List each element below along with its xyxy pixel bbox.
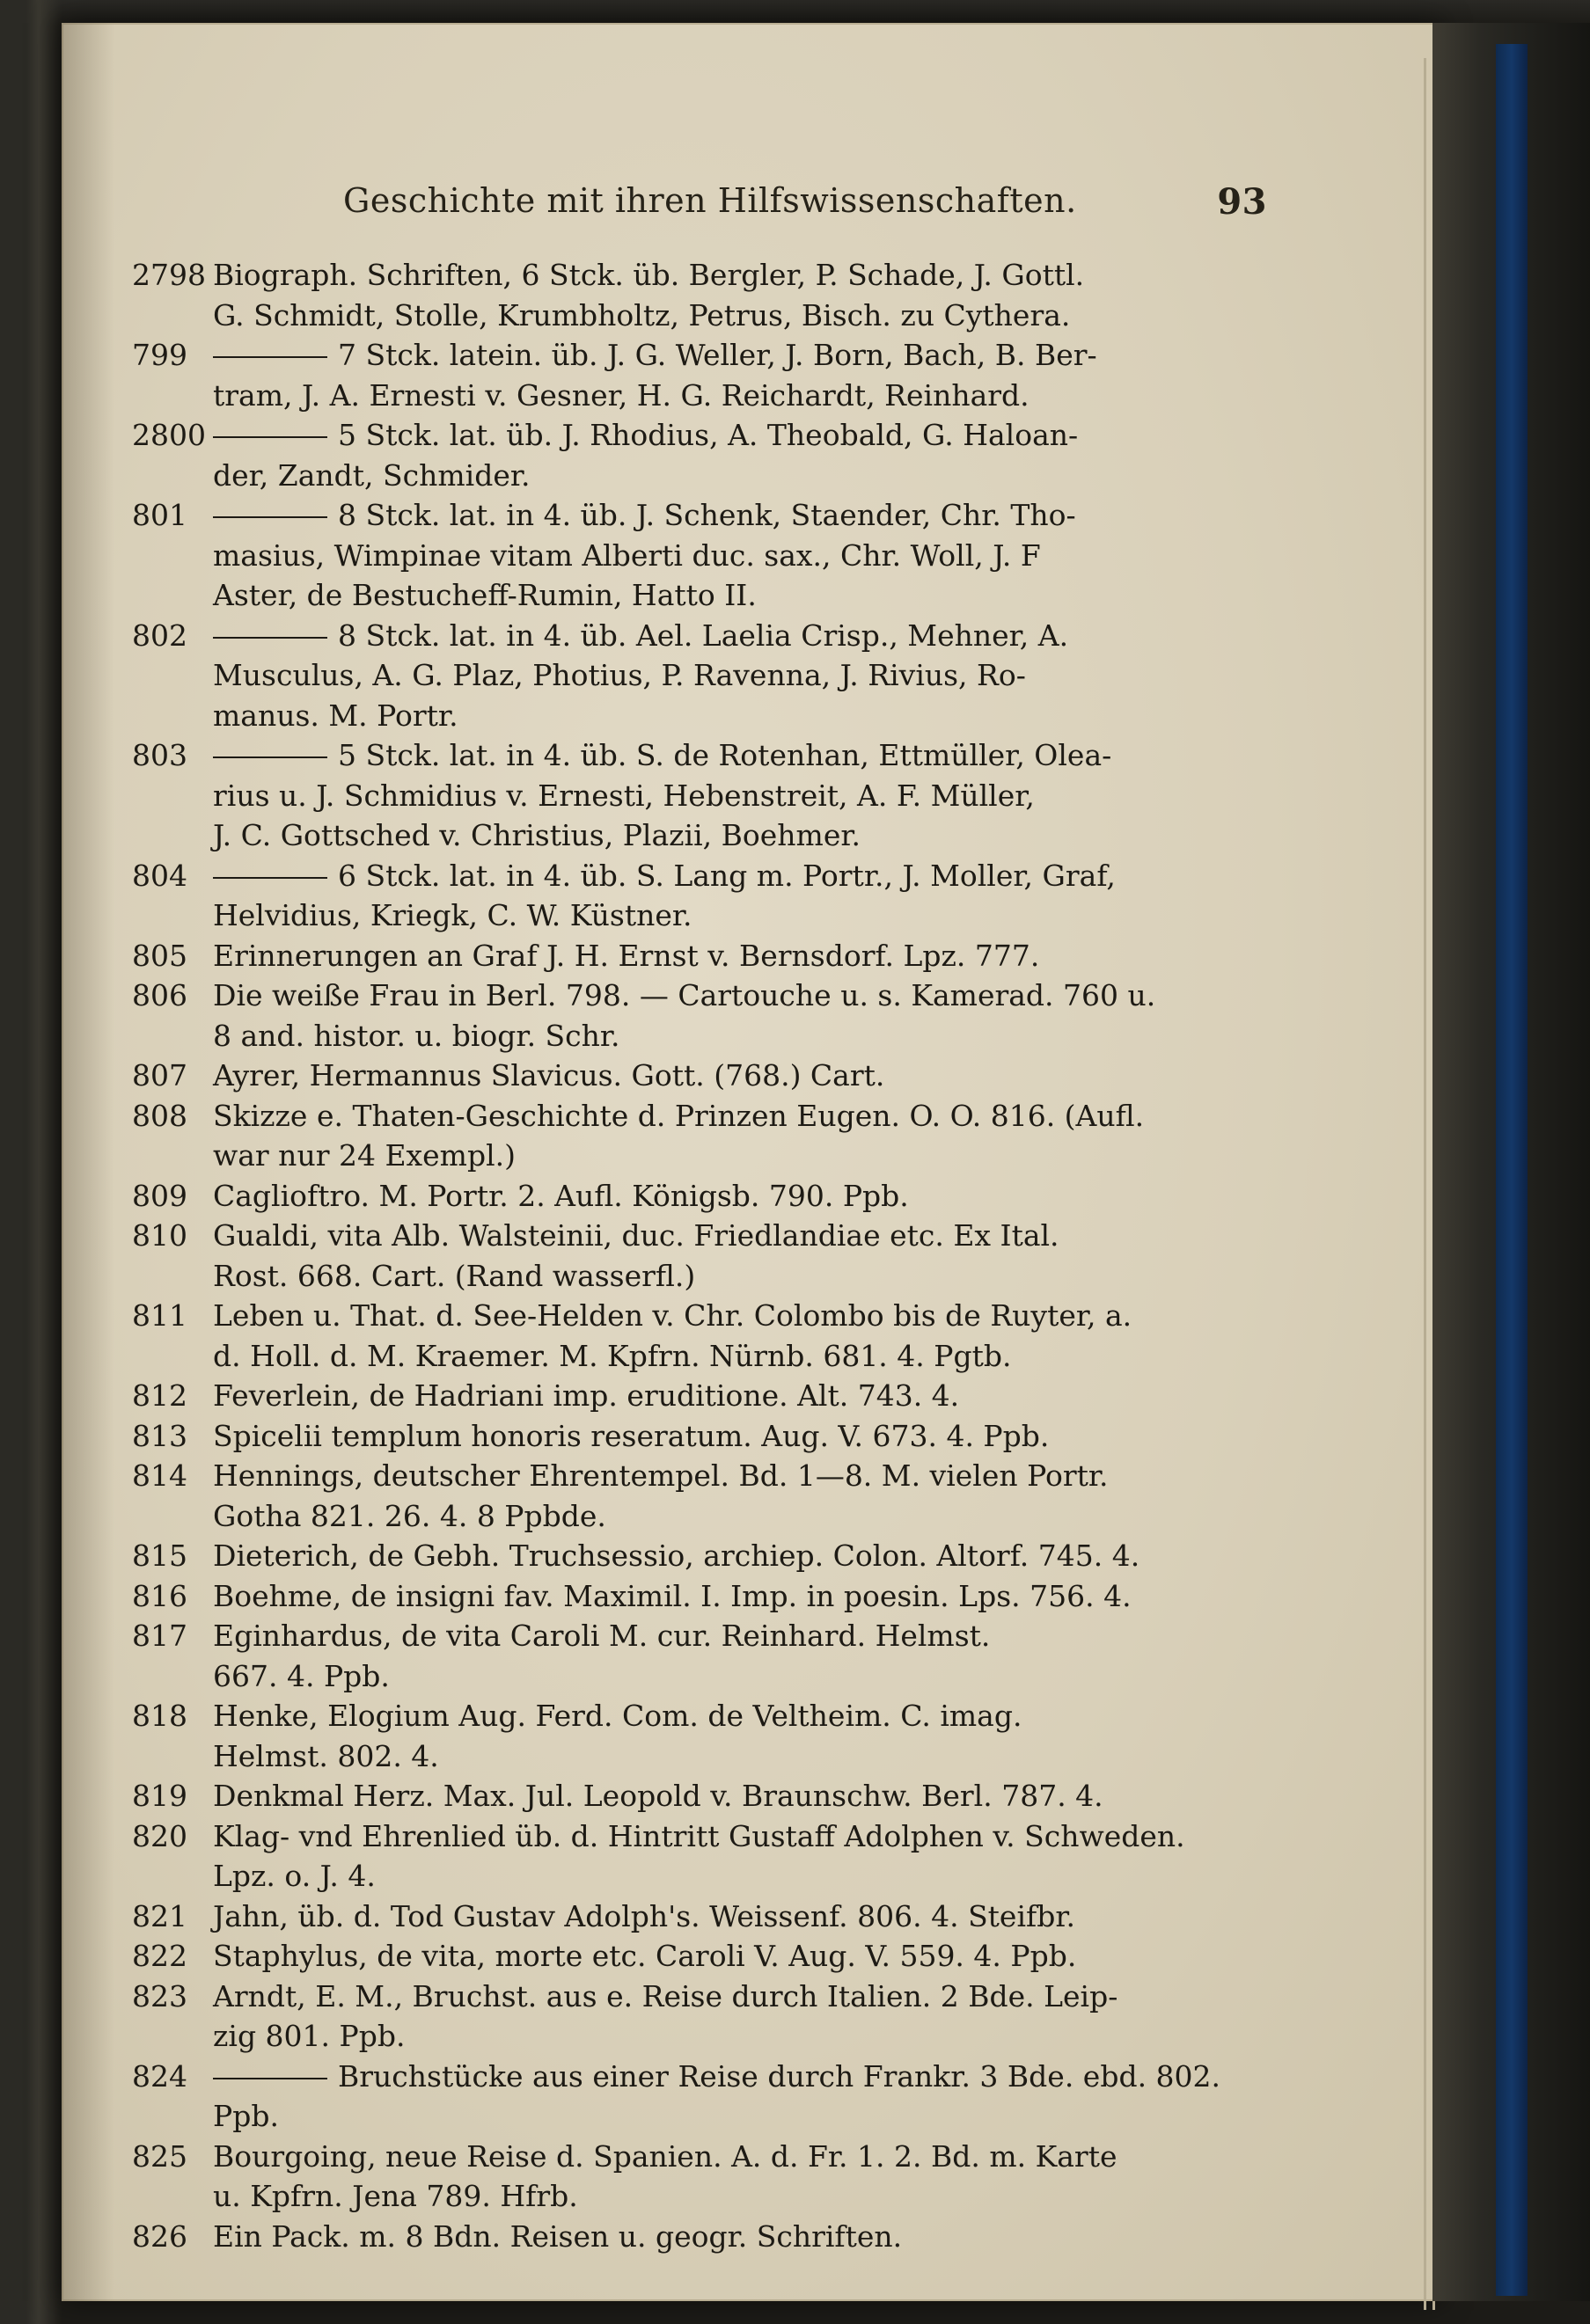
entry-line [213,1696,1285,1736]
entry-line [213,696,1285,736]
entry-number: 807 [132,1058,187,1093]
entry-text: 8 Stck. lat. in 4. üb. Ael. Laelia Crisp., Mehner, A. [338,618,1069,653]
entry-line [213,1496,1285,1537]
ditto-dash [213,756,327,758]
entry-number: 801 [132,498,187,532]
entry-number: 825 [132,2138,187,2174]
entry-text: Ein Pack. m. 8 Bdn. Reisen u. geogr. Schriften. [213,2218,903,2254]
entry-line [213,2217,1285,2257]
entry-line [213,655,1285,696]
catalog-entry [132,1896,1285,1937]
catalog-entry [132,1056,1285,1096]
entry-text: Caglioftro. M. Portr. 2. Aufl. Königsb. 790. Ppb. [213,1178,909,1213]
running-header [141,181,1267,234]
entry-number: 819 [132,1779,187,1813]
entry-number: 821 [132,1898,187,1933]
entry-line [213,2137,1285,2177]
entry-text: Eginhardus, de vita Caroli M. cur. Reinhard. Helmst. [213,1619,991,1653]
catalog-entry [132,2057,1285,2137]
entry-line [213,1216,1285,1256]
entry-number: 815 [132,1538,187,1573]
entry-text: Boehme, de insigni fav. Maximil. I. Imp. in poesin. Lps. 756. 4. [213,1578,1132,1613]
catalog-entry [132,976,1285,1056]
entry-text: Dieterich, de Gebh. Truchsessio, archiep. Colon. Altorf. 745. 4. [213,1538,1140,1573]
entry-line [213,1256,1285,1297]
entry-line [213,976,1285,1016]
entry-line [213,575,1285,616]
entry-line [213,776,1285,816]
entry-number: 822 [132,1939,187,1973]
catalog-entry [132,2217,1285,2257]
entry-text: Bruchstücke aus einer Reise durch Frankr. 3 Bde. ebd. 802. Ppb. [213,2058,1221,2133]
entry-text: 8 Stck. lat. in 4. üb. J. Schenk, Staender, Chr. Tho- [338,498,1076,532]
entry-text: Skizze e. Thaten-Geschichte d. Prinzen Eugen. O. O. 816. (Aufl. [213,1098,1145,1133]
entry-number: 808 [132,1098,187,1133]
entry-number: 799 [132,338,187,372]
entry-line [213,2176,1285,2217]
entry-line [213,1136,1285,1176]
entry-number: 802 [132,618,187,653]
entry-line [213,2057,1285,2137]
catalog-entry [132,1376,1285,1416]
catalog-entry [132,1616,1285,1696]
catalog-entry [132,616,1285,736]
entry-line [213,1536,1285,1576]
catalog-entry [132,1977,1285,2057]
entry-line [213,895,1285,936]
entry-line [213,296,1285,336]
catalog-entry [132,1696,1285,1776]
entry-text: Feverlein, de Hadriani imp. eruditione. Alt. 743. 4. [213,1378,960,1413]
entry-number: 811 [132,1298,187,1333]
entry-number: 805 [132,938,187,973]
catalog-entry [132,495,1285,616]
catalog-entry [132,2137,1285,2217]
entry-number: 806 [132,978,187,1012]
catalog-entry [132,1536,1285,1576]
entry-text: Die weiße Frau in Berl. 798. — Cartouche u. s. Kamerad. 760 u. [213,978,1156,1012]
catalog-entry [132,856,1285,936]
entry-line [213,936,1285,976]
entry-text: 6 Stck. lat. in 4. üb. S. Lang m. Portr., J. Moller, Graf, [338,858,1116,893]
catalog-entry [132,1296,1285,1376]
entry-number: 809 [132,1178,187,1213]
entry-line [213,1336,1285,1377]
entry-line [213,376,1285,416]
entry-text: d. Holl. d. M. Kraemer. M. Kpfrn. Nürnb. 681. 4. Pgtb. [213,1338,1012,1373]
entry-text: Ayrer, Hermannus Slavicus. Gott. (768.) Cart. [213,1058,885,1093]
entry-number: 823 [132,1978,187,2013]
entry-line [213,1176,1285,1217]
entry-text: Rost. 668. Cart. (Rand wasserfl.) [213,1258,696,1293]
page-edge-line [1424,58,1426,2310]
ditto-dash [213,2078,327,2079]
catalog-entry [132,1576,1285,1617]
entry-number: 817 [132,1619,187,1653]
entry-line [213,495,1285,536]
entry-line [213,1416,1285,1457]
entry-number: 803 [132,738,187,772]
entry-line [213,616,1285,656]
entry-text: der, Zandt, Schmider. [213,457,531,493]
entry-text: Helmst. 802. 4. [213,1738,439,1773]
entry-text: Henke, Elogium Aug. Ferd. Com. de Veltheim. C. imag. [213,1699,1022,1733]
entry-line [213,1816,1285,1857]
entry-number: 813 [132,1418,187,1453]
entry-number: 818 [132,1699,187,1733]
ditto-dash [213,637,327,639]
catalog-entry [132,1216,1285,1296]
entry-line [213,415,1285,456]
ditto-dash [213,516,327,518]
entry-line [213,735,1285,776]
entry-line [213,1576,1285,1617]
entry-line [213,536,1285,576]
entry-text: Arndt, E. M., Bruchst. aus e. Reise durch Italien. 2 Bde. Leip- [213,1978,1118,2013]
entry-text: Denkmal Herz. Max. Jul. Leopold v. Braunschw. Berl. 787. 4. [213,1779,1103,1813]
entry-line [213,1656,1285,1697]
entry-text: Biograph. Schriften, 6 Stck. üb. Bergler, P. Schade, J. Gottl. [213,258,1085,292]
catalog-entry [132,1416,1285,1457]
entry-text: Staphylus, de vita, morte etc. Caroli V. Aug. V. 559. 4. Ppb. [213,1939,1077,1973]
entry-text: G. Schmidt, Stolle, Krumbholtz, Petrus, Bisch. zu Cythera. [213,297,1071,333]
entry-text: zig 801. Ppb. [213,2019,406,2053]
entry-number: 810 [132,1218,187,1253]
entry-line [213,1616,1285,1656]
entry-text: manus. M. Portr. [213,698,458,733]
entry-text: 8 and. histor. u. biogr. Schr. [213,1018,620,1053]
entry-line [213,255,1285,296]
ditto-dash [213,877,327,879]
entry-line [213,1896,1285,1937]
entry-text: Aster, de Bestucheff-Rumin, Hatto II. [213,578,757,612]
entry-text: Gotha 821. 26. 4. 8 Ppbde. [213,1498,606,1533]
entry-text: rius u. J. Schmidius v. Ernesti, Hebenstreit, A. F. Müller, [213,778,1035,813]
catalog-entry [132,255,1285,335]
entry-number: 812 [132,1378,187,1413]
entry-text: Gualdi, vita Alb. Walsteinii, duc. Friedlandiae etc. Ex Ital. [213,1218,1059,1253]
entry-line [213,1736,1285,1777]
entry-text: 7 Stck. latein. üb. J. G. Weller, J. Born, Bach, B. Ber- [338,338,1097,372]
entry-text: 5 Stck. lat. in 4. üb. S. de Rotenhan, Ettmüller, Olea- [338,738,1112,772]
entry-text: Klag- vnd Ehrenlied üb. d. Hintritt Gustaff Adolphen v. Schweden. [213,1818,1185,1853]
entry-text: Erinnerungen an Graf J. H. Ernst v. Bernsdorf. Lpz. 777. [213,938,1040,973]
entry-text: Bourgoing, neue Reise d. Spanien. A. d. Fr. 1. 2. Bd. m. Karte [213,2138,1117,2174]
entry-number: 820 [132,1818,187,1853]
entry-line [213,1776,1285,1816]
catalog-entry [132,1456,1285,1536]
entry-text: masius, Wimpinae vitam Alberti duc. sax., Chr. Woll, J. F [213,537,1041,573]
bookmark-ribbon [1496,44,1528,2296]
ditto-dash [213,436,327,438]
entry-text: tram, J. A. Ernesti v. Gesner, H. G. Reichardt, Reinhard. [213,377,1029,413]
entry-number: 804 [132,858,187,893]
entry-number: 824 [132,2058,187,2094]
entry-text: Hennings, deutscher Ehrentempel. Bd. 1—8. M. vielen Portr. [213,1458,1109,1493]
entry-text: 5 Stck. lat. üb. J. Rhodius, A. Theobald, G. Haloan- [338,418,1079,452]
ditto-dash [213,356,327,358]
entry-text: Helvidius, Kriegk, C. W. Küstner. [213,898,692,932]
catalog-entry [132,1176,1285,1217]
entry-text: J. C. Gottsched v. Christius, Plazii, Boehmer. [213,818,861,852]
entry-line [213,1456,1285,1496]
entry-line [213,1977,1285,2017]
entry-line [213,2016,1285,2057]
entry-line [213,1376,1285,1416]
entry-line [213,1056,1285,1096]
entry-line [213,1936,1285,1977]
entry-number: 2798 [132,258,206,292]
entry-text: war nur 24 Exempl.) [213,1138,517,1173]
entry-line [213,1856,1285,1896]
catalog-entry [132,735,1285,856]
entry-line [213,456,1285,496]
entry-number: 826 [132,2218,187,2254]
catalog-entry [132,335,1285,415]
entry-text: 667. 4. Ppb. [213,1658,390,1693]
entry-text: Leben u. That. d. See-Helden v. Chr. Colombo bis de Ruyter, a. [213,1298,1132,1333]
catalog-entry [132,415,1285,495]
catalog-entry [132,1776,1285,1816]
entry-text: Jahn, üb. d. Tod Gustav Adolph's. Weissenf. 806. 4. Steifbr. [213,1898,1075,1933]
entry-number: 816 [132,1578,187,1613]
entry-line [213,815,1285,856]
entry-line [213,1016,1285,1056]
catalog-entry [132,1096,1285,1176]
entry-line [213,335,1285,376]
catalog-entry [132,936,1285,976]
entry-number: 2800 [132,418,206,452]
entry-text: u. Kpfrn. Jena 789. Hfrb. [213,2179,578,2213]
entry-text: Spicelii templum honoris reseratum. Aug. V. 673. 4. Ppb. [213,1418,1050,1453]
entry-text: Lpz. o. J. 4. [213,1859,376,1893]
catalog-entry [132,1936,1285,1977]
entry-number: 814 [132,1458,187,1493]
catalog-entry [132,1816,1285,1896]
entry-line [213,1096,1285,1136]
entry-text: Musculus, A. G. Plaz, Photius, P. Ravenna, J. Rivius, Ro- [213,658,1026,692]
entry-line [213,856,1285,896]
page-title: Geschichte mit ihren Hilfswissenschaften. [343,181,1077,220]
page-number: 93 [1217,181,1267,223]
catalog-entries [132,255,1285,2256]
entry-line [213,1296,1285,1336]
